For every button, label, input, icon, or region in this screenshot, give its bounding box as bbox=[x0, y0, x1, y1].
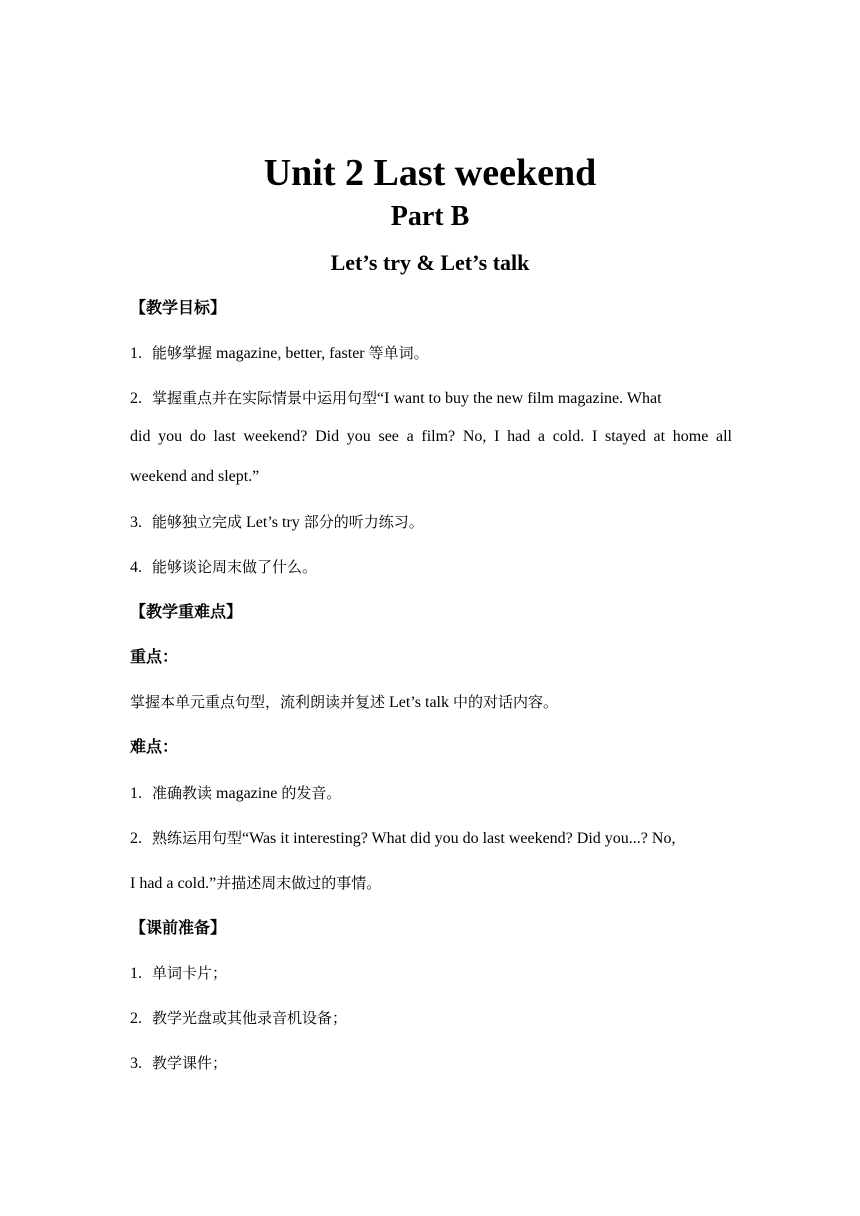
preparation-item-3 bbox=[130, 1052, 732, 1075]
difficulty-text-cn: 熟练运用句型 bbox=[152, 829, 243, 847]
objective-item-2-line-3: weekend and slept.” bbox=[130, 468, 260, 485]
focus-label: 重点： bbox=[130, 647, 179, 666]
objective-text-cn-2: 部分的听力练习。 bbox=[303, 513, 424, 531]
item-number: 3. bbox=[130, 514, 142, 531]
objective-text-cn-2: 等单词。 bbox=[368, 344, 429, 362]
difficulty-item-1 bbox=[130, 782, 732, 805]
preparation-text: 单词卡片； bbox=[152, 964, 228, 982]
objective-item-2-line-2: did you do last weekend? Did you see a film? No, I had a cold. I stayed at home all bbox=[130, 428, 732, 445]
item-number: 1. bbox=[130, 345, 142, 362]
focus-text bbox=[130, 691, 732, 714]
objective-text-cn: 能够谈论周末做了什么。 bbox=[152, 558, 318, 576]
difficulty-text-cn-2: 的发音。 bbox=[281, 784, 342, 802]
difficulty-text-en-2: I had a cold.” bbox=[130, 875, 217, 892]
objective-text-en: magazine, better, faster bbox=[212, 345, 369, 362]
objective-text-en: “I want to buy the new film magazine. What bbox=[377, 390, 662, 407]
focus-text-cn-2: 中的对话内容。 bbox=[453, 693, 559, 711]
preparation-text: 教学光盘或其他录音机设备； bbox=[152, 1009, 348, 1027]
preparation-text: 教学课件； bbox=[152, 1054, 228, 1072]
objective-text-cn: 掌握重点并在实际情景中运用句型 bbox=[152, 389, 378, 407]
preparation-heading: 【课前准备】 bbox=[130, 918, 227, 937]
item-number: 1. bbox=[130, 965, 142, 982]
item-number: 2. bbox=[130, 830, 142, 847]
objective-text-cn: 能够掌握 bbox=[152, 344, 213, 362]
preparation-item-2 bbox=[130, 1007, 732, 1030]
objective-item-2 bbox=[130, 387, 732, 410]
unit-title: Unit 2 Last weekend bbox=[263, 152, 597, 194]
objective-text-en: Let’s try bbox=[242, 514, 304, 531]
focus-text-cn: 掌握本单元重点句型，流利朗读并复述 bbox=[130, 693, 386, 711]
difficulty-item-2 bbox=[130, 827, 732, 850]
item-number: 2. bbox=[130, 390, 142, 407]
objective-item-1 bbox=[130, 342, 732, 365]
difficulty-text-en: “Was it interesting? What did you do last weekend? Did you...? No, bbox=[242, 830, 676, 847]
item-number: 1. bbox=[130, 785, 142, 802]
difficulty-text-cn-3: 并描述周末做过的事情。 bbox=[216, 874, 382, 892]
difficulty-label: 难点： bbox=[130, 737, 179, 756]
objective-item-4 bbox=[130, 556, 732, 579]
part-title: Part B bbox=[390, 201, 470, 232]
key-points-heading: 【教学重难点】 bbox=[130, 602, 243, 621]
difficulty-item-2-line-2 bbox=[130, 872, 732, 895]
difficulty-text-en: magazine bbox=[212, 785, 282, 802]
lesson-title: Let’s try & Let’s talk bbox=[330, 250, 530, 275]
objective-item-3 bbox=[130, 511, 732, 534]
item-number: 3. bbox=[130, 1055, 142, 1072]
preparation-item-1 bbox=[130, 962, 732, 985]
item-number: 2. bbox=[130, 1010, 142, 1027]
difficulty-text-cn: 准确教读 bbox=[152, 784, 213, 802]
focus-text-en: Let’s talk bbox=[385, 694, 453, 711]
objectives-heading: 【教学目标】 bbox=[130, 298, 227, 317]
objective-text-cn: 能够独立完成 bbox=[152, 513, 243, 531]
item-number: 4. bbox=[130, 559, 142, 576]
